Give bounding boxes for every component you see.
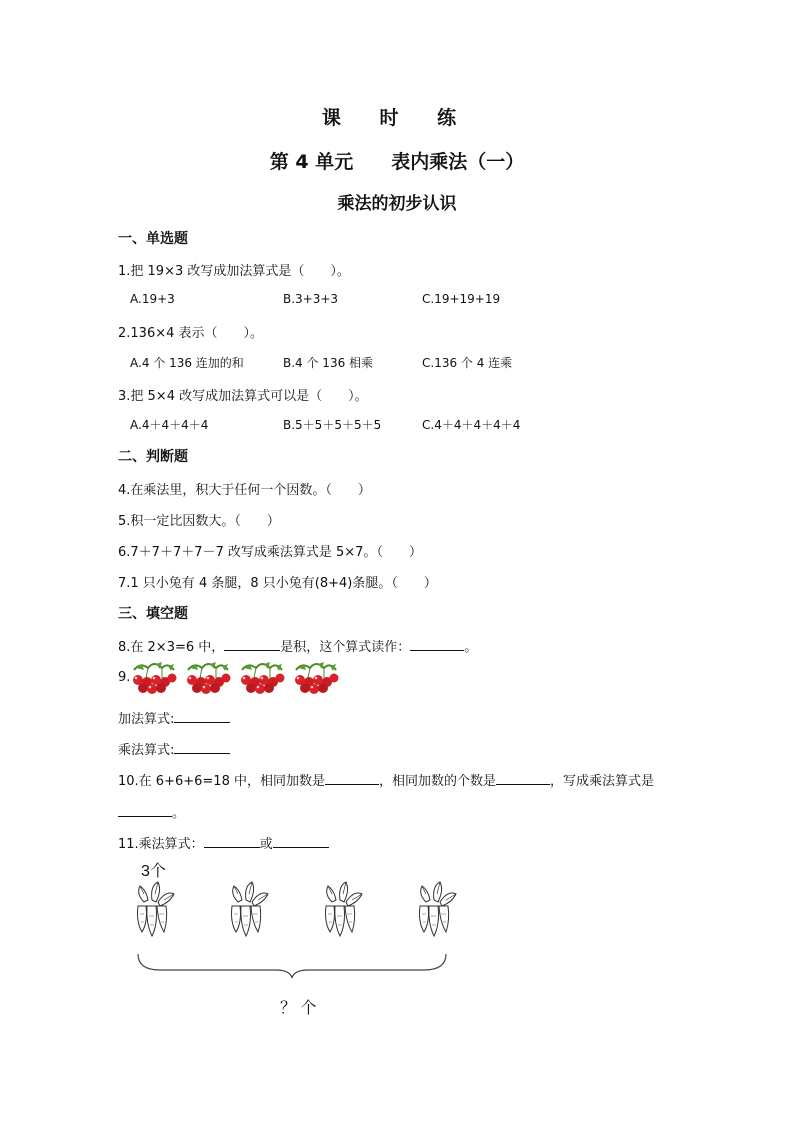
- lesson-title: 乘法的初步认识: [337, 194, 457, 214]
- question-7: 7.1 只小兔有 4 条腿，8 只小兔有(8+4)条腿。（ ）: [118, 576, 437, 591]
- q11-blank-1[interactable]: [204, 833, 260, 848]
- q9-addition-label: 加法算式:: [118, 712, 175, 727]
- q1-option-b[interactable]: B.3+3+3: [283, 292, 339, 306]
- q1-option-c[interactable]: C.19+19+19: [422, 292, 501, 306]
- question-10-line-2: [118, 802, 185, 821]
- question-5: 5.积一定比因数大。（ ）: [118, 514, 280, 529]
- q11-text-or: 或: [259, 837, 273, 852]
- q3-option-a[interactable]: A.4＋4＋4＋4: [130, 418, 209, 432]
- section-heading-true-false: 二、判断题: [118, 449, 188, 465]
- question-10: [118, 770, 654, 789]
- q2-option-b[interactable]: B.4 个 136 相乘: [283, 356, 374, 370]
- q3-option-b[interactable]: B.5＋5＋5＋5＋5: [283, 418, 382, 432]
- radish-bundle-images: [128, 878, 458, 940]
- curly-brace: [136, 950, 448, 980]
- q2-option-c[interactable]: C.136 个 4 连乘: [422, 356, 513, 370]
- q9-multiplication-blank[interactable]: [174, 739, 230, 754]
- question-1: 1.把 19×3 改写成加法算式是（ ）。: [118, 264, 350, 279]
- q8-text-3: 。: [464, 640, 478, 655]
- radish-total-unknown-label: ？ 个: [280, 1000, 317, 1017]
- q8-blank-product[interactable]: [224, 636, 280, 651]
- q10-text-4: 。: [172, 806, 186, 821]
- question-9-number: 9.: [118, 670, 131, 685]
- q10-blank-addend[interactable]: [325, 770, 379, 785]
- q9-multiplication-label: 乘法算式:: [118, 743, 175, 758]
- question-11: [118, 833, 329, 852]
- q10-text-1: 10.在 6+6+6=18 中，相同加数是: [118, 774, 325, 789]
- q3-option-c[interactable]: C.4＋4＋4＋4＋4: [422, 418, 521, 432]
- berry-cluster-images: [128, 660, 343, 696]
- question-4: 4.在乘法里，积大于任何一个因数。（ ）: [118, 483, 371, 498]
- question-2: 2.136×4 表示（ ）。: [118, 326, 264, 341]
- q9-addition-blank[interactable]: [174, 708, 230, 723]
- section-heading-fill-in: 三、填空题: [118, 606, 188, 622]
- q8-text-2: 是积，这个算式读作：: [280, 640, 411, 655]
- section-heading-single-choice: 一、单选题: [118, 231, 188, 247]
- q9-addition-row: [118, 708, 230, 727]
- q10-blank-count[interactable]: [496, 770, 550, 785]
- page-title: 课 时 练: [321, 107, 473, 129]
- question-6: 6.7＋7＋7＋7－7 改写成乘法算式是 5×7。（ ）: [118, 545, 422, 560]
- q10-blank-expression[interactable]: [118, 802, 172, 817]
- question-3: 3.把 5×4 改写成加法算式可以是（ ）。: [118, 389, 368, 404]
- q11-text-1: 11.乘法算式：: [118, 837, 204, 852]
- radish-group-count-label: 3个: [141, 863, 166, 880]
- q8-blank-reading[interactable]: [410, 636, 464, 651]
- unit-title: 第 4 单元 表内乘法（一）: [269, 151, 525, 173]
- q11-blank-2[interactable]: [273, 833, 329, 848]
- q10-text-3: ，写成乘法算式是: [550, 774, 655, 789]
- q10-text-2: ，相同加数的个数是: [378, 774, 496, 789]
- question-8: [118, 636, 477, 655]
- q9-multiplication-row: [118, 739, 230, 758]
- q2-option-a[interactable]: A.4 个 136 连加的和: [130, 356, 244, 370]
- q1-option-a[interactable]: A.19+3: [130, 292, 175, 306]
- q8-text-1: 8.在 2×3=6 中，: [118, 640, 225, 655]
